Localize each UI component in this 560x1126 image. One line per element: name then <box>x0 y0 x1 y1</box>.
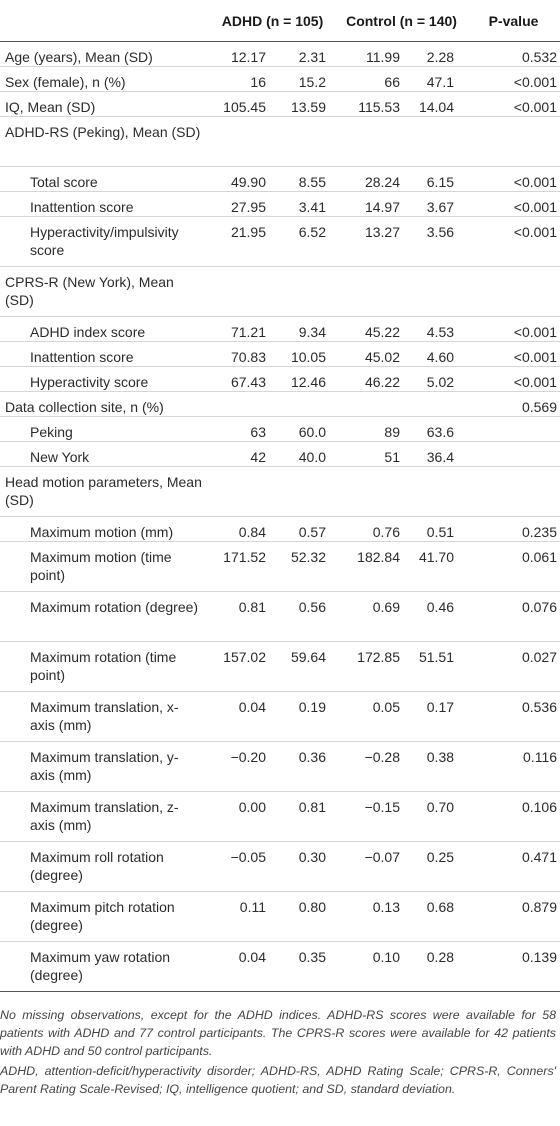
control-sd-or-percent-cell: 0.70 <box>408 792 467 842</box>
header-p-value: P-value <box>467 0 560 42</box>
control-sd-or-percent-cell: 6.15 <box>408 167 467 192</box>
adhd-value-cell: 16 <box>209 67 276 92</box>
adhd-value-cell <box>209 392 276 417</box>
adhd-sd-or-percent-cell: 10.05 <box>276 342 336 367</box>
control-value-cell: 0.05 <box>336 692 408 742</box>
control-sd-or-percent-cell: 0.68 <box>408 892 467 942</box>
table-row <box>0 117 560 167</box>
adhd-sd-or-percent-cell: 0.57 <box>276 517 336 542</box>
control-value-cell: 0.69 <box>336 592 408 642</box>
table-row <box>0 317 560 342</box>
p-value-cell: <0.001 <box>467 342 560 367</box>
table-row <box>0 942 560 992</box>
p-value-cell: <0.001 <box>467 367 560 392</box>
control-value-cell: 0.13 <box>336 892 408 942</box>
adhd-sd-or-percent-cell: 0.19 <box>276 692 336 742</box>
adhd-value-cell: 0.81 <box>209 592 276 642</box>
adhd-sd-or-percent-cell: 40.0 <box>276 442 336 467</box>
p-value-cell <box>467 467 560 517</box>
table-row <box>0 442 560 467</box>
table-row <box>0 892 560 942</box>
table-row <box>0 167 560 192</box>
p-value-cell <box>467 417 560 442</box>
row-label: Maximum translation, y-axis (mm) <box>0 742 209 792</box>
row-label: Maximum rotation (time point) <box>0 642 209 692</box>
header-control-group: Control (n = 140) <box>336 0 467 42</box>
adhd-value-cell: 0.11 <box>209 892 276 942</box>
adhd-sd-or-percent-cell: 8.55 <box>276 167 336 192</box>
control-value-cell: 172.85 <box>336 642 408 692</box>
table-row <box>0 267 560 317</box>
p-value-cell <box>467 267 560 317</box>
adhd-value-cell: −0.20 <box>209 742 276 792</box>
table-row <box>0 642 560 692</box>
adhd-value-cell <box>209 467 276 517</box>
p-value-cell: 0.106 <box>467 792 560 842</box>
p-value-cell: 0.536 <box>467 692 560 742</box>
row-label: Peking <box>0 417 209 442</box>
control-value-cell: 45.02 <box>336 342 408 367</box>
row-label: Maximum rotation (degree) <box>0 592 209 642</box>
table-row <box>0 217 560 267</box>
row-label: Hyperactivity score <box>0 367 209 392</box>
adhd-value-cell: 27.95 <box>209 192 276 217</box>
table-body <box>0 42 560 992</box>
adhd-value-cell: 0.04 <box>209 692 276 742</box>
adhd-value-cell: 171.52 <box>209 542 276 592</box>
adhd-value-cell <box>209 267 276 317</box>
row-label: Maximum translation, x-axis (mm) <box>0 692 209 742</box>
control-sd-or-percent-cell: 41.70 <box>408 542 467 592</box>
control-value-cell: 115.53 <box>336 92 408 117</box>
header-empty-cell <box>0 0 209 42</box>
row-label: Maximum pitch rotation (degree) <box>0 892 209 942</box>
p-value-cell: 0.076 <box>467 592 560 642</box>
control-sd-or-percent-cell: 0.25 <box>408 842 467 892</box>
p-value-cell <box>467 117 560 167</box>
adhd-value-cell: 157.02 <box>209 642 276 692</box>
table-header-row <box>0 0 560 42</box>
control-sd-or-percent-cell: 0.38 <box>408 742 467 792</box>
control-value-cell: 45.22 <box>336 317 408 342</box>
adhd-value-cell: 49.90 <box>209 167 276 192</box>
adhd-sd-or-percent-cell: 12.46 <box>276 367 336 392</box>
table-row <box>0 342 560 367</box>
row-label: Inattention score <box>0 342 209 367</box>
adhd-value-cell: 71.21 <box>209 317 276 342</box>
p-value-cell: <0.001 <box>467 217 560 267</box>
control-sd-or-percent-cell: 2.28 <box>408 42 467 67</box>
control-sd-or-percent-cell: 36.4 <box>408 442 467 467</box>
control-value-cell <box>336 117 408 167</box>
control-sd-or-percent-cell <box>408 467 467 517</box>
p-value-cell: 0.235 <box>467 517 560 542</box>
p-value-cell: <0.001 <box>467 67 560 92</box>
adhd-value-cell: 21.95 <box>209 217 276 267</box>
control-sd-or-percent-cell: 4.60 <box>408 342 467 367</box>
adhd-value-cell: 12.17 <box>209 42 276 67</box>
adhd-sd-or-percent-cell: 9.34 <box>276 317 336 342</box>
control-value-cell: −0.15 <box>336 792 408 842</box>
adhd-sd-or-percent-cell: 15.2 <box>276 67 336 92</box>
adhd-value-cell: 0.84 <box>209 517 276 542</box>
control-value-cell: 51 <box>336 442 408 467</box>
adhd-sd-or-percent-cell: 0.35 <box>276 942 336 992</box>
table-row <box>0 592 560 642</box>
row-label: Age (years), Mean (SD) <box>0 42 209 67</box>
adhd-sd-or-percent-cell: 2.31 <box>276 42 336 67</box>
control-sd-or-percent-cell: 0.28 <box>408 942 467 992</box>
control-sd-or-percent-cell: 0.51 <box>408 517 467 542</box>
p-value-cell: 0.027 <box>467 642 560 692</box>
control-value-cell: −0.07 <box>336 842 408 892</box>
adhd-sd-or-percent-cell: 52.32 <box>276 542 336 592</box>
adhd-sd-or-percent-cell <box>276 267 336 317</box>
control-value-cell: −0.28 <box>336 742 408 792</box>
adhd-value-cell: 42 <box>209 442 276 467</box>
row-label: CPRS-R (New York), Mean (SD) <box>0 267 209 317</box>
row-label: Maximum motion (time point) <box>0 542 209 592</box>
table-row <box>0 542 560 592</box>
table-row <box>0 392 560 417</box>
table-row <box>0 192 560 217</box>
row-label: ADHD-RS (Peking), Mean (SD) <box>0 117 209 167</box>
table-row <box>0 842 560 892</box>
row-label: Head motion parameters, Mean (SD) <box>0 467 209 517</box>
adhd-value-cell: −0.05 <box>209 842 276 892</box>
table-row <box>0 92 560 117</box>
control-value-cell: 11.99 <box>336 42 408 67</box>
table-row <box>0 67 560 92</box>
row-label: Sex (female), n (%) <box>0 67 209 92</box>
p-value-cell: <0.001 <box>467 92 560 117</box>
p-value-cell: 0.061 <box>467 542 560 592</box>
table-row <box>0 692 560 742</box>
control-value-cell: 0.10 <box>336 942 408 992</box>
adhd-sd-or-percent-cell: 0.81 <box>276 792 336 842</box>
control-value-cell: 182.84 <box>336 542 408 592</box>
footnote-abbreviations: ADHD, attention-deficit/hyperactivity disorder; ADHD-RS, ADHD Rating Scale; CPRS-R, Conners' Parent Rating Scale-Revised; IQ, intelligence quotient; and SD, standard deviation. <box>0 1064 556 1096</box>
adhd-sd-or-percent-cell: 59.64 <box>276 642 336 692</box>
table-row <box>0 742 560 792</box>
adhd-sd-or-percent-cell: 6.52 <box>276 217 336 267</box>
control-value-cell: 13.27 <box>336 217 408 267</box>
header-adhd-group: ADHD (n = 105) <box>209 0 336 42</box>
table-row <box>0 42 560 67</box>
adhd-sd-or-percent-cell: 0.56 <box>276 592 336 642</box>
control-value-cell: 89 <box>336 417 408 442</box>
table-row <box>0 417 560 442</box>
row-label: Total score <box>0 167 209 192</box>
adhd-sd-or-percent-cell: 0.30 <box>276 842 336 892</box>
row-label: IQ, Mean (SD) <box>0 92 209 117</box>
p-value-cell: 0.879 <box>467 892 560 942</box>
p-value-cell: <0.001 <box>467 192 560 217</box>
p-value-cell <box>467 442 560 467</box>
control-sd-or-percent-cell <box>408 392 467 417</box>
row-label: Maximum roll rotation (degree) <box>0 842 209 892</box>
row-label: Data collection site, n (%) <box>0 392 209 417</box>
p-value-cell: <0.001 <box>467 317 560 342</box>
adhd-sd-or-percent-cell <box>276 392 336 417</box>
control-value-cell: 46.22 <box>336 367 408 392</box>
row-label: Inattention score <box>0 192 209 217</box>
table-row <box>0 467 560 517</box>
row-label: Maximum translation, z-axis (mm) <box>0 792 209 842</box>
control-value-cell: 66 <box>336 67 408 92</box>
footnote-missing-observations: No missing observations, except for the ADHD indices. ADHD-RS scores were available for 58 patients with ADHD and 77 control participants. The CPRS-R scores were available for 42 patients with ADHD and 50 control participants. <box>0 1008 556 1058</box>
control-value-cell: 14.97 <box>336 192 408 217</box>
p-value-cell: <0.001 <box>467 167 560 192</box>
adhd-value-cell: 67.43 <box>209 367 276 392</box>
control-value-cell: 0.76 <box>336 517 408 542</box>
table-row <box>0 517 560 542</box>
adhd-sd-or-percent-cell <box>276 117 336 167</box>
control-sd-or-percent-cell: 5.02 <box>408 367 467 392</box>
adhd-value-cell: 0.00 <box>209 792 276 842</box>
adhd-sd-or-percent-cell: 13.59 <box>276 92 336 117</box>
adhd-value-cell: 0.04 <box>209 942 276 992</box>
control-sd-or-percent-cell: 47.1 <box>408 67 467 92</box>
row-label: Maximum motion (mm) <box>0 517 209 542</box>
p-value-cell: 0.139 <box>467 942 560 992</box>
control-value-cell <box>336 267 408 317</box>
adhd-sd-or-percent-cell: 60.0 <box>276 417 336 442</box>
control-sd-or-percent-cell: 14.04 <box>408 92 467 117</box>
adhd-value-cell <box>209 117 276 167</box>
control-sd-or-percent-cell <box>408 117 467 167</box>
control-value-cell <box>336 467 408 517</box>
control-sd-or-percent-cell: 3.56 <box>408 217 467 267</box>
control-sd-or-percent-cell: 51.51 <box>408 642 467 692</box>
control-value-cell <box>336 392 408 417</box>
row-label: New York <box>0 442 209 467</box>
adhd-sd-or-percent-cell: 3.41 <box>276 192 336 217</box>
control-sd-or-percent-cell: 63.6 <box>408 417 467 442</box>
table-row <box>0 367 560 392</box>
control-sd-or-percent-cell <box>408 267 467 317</box>
adhd-value-cell: 70.83 <box>209 342 276 367</box>
row-label: Maximum yaw rotation (degree) <box>0 942 209 992</box>
table-row <box>0 792 560 842</box>
row-label: ADHD index score <box>0 317 209 342</box>
control-sd-or-percent-cell: 0.46 <box>408 592 467 642</box>
control-value-cell: 28.24 <box>336 167 408 192</box>
adhd-sd-or-percent-cell <box>276 467 336 517</box>
row-label: Hyperactivity/impulsivity score <box>0 217 209 267</box>
adhd-sd-or-percent-cell: 0.80 <box>276 892 336 942</box>
control-sd-or-percent-cell: 0.17 <box>408 692 467 742</box>
adhd-value-cell: 105.45 <box>209 92 276 117</box>
control-sd-or-percent-cell: 4.53 <box>408 317 467 342</box>
adhd-sd-or-percent-cell: 0.36 <box>276 742 336 792</box>
control-sd-or-percent-cell: 3.67 <box>408 192 467 217</box>
p-value-cell: 0.532 <box>467 42 560 67</box>
table-footnotes <box>0 1006 556 1100</box>
adhd-value-cell: 63 <box>209 417 276 442</box>
p-value-cell: 0.471 <box>467 842 560 892</box>
p-value-cell: 0.116 <box>467 742 560 792</box>
p-value-cell: 0.569 <box>467 392 560 417</box>
